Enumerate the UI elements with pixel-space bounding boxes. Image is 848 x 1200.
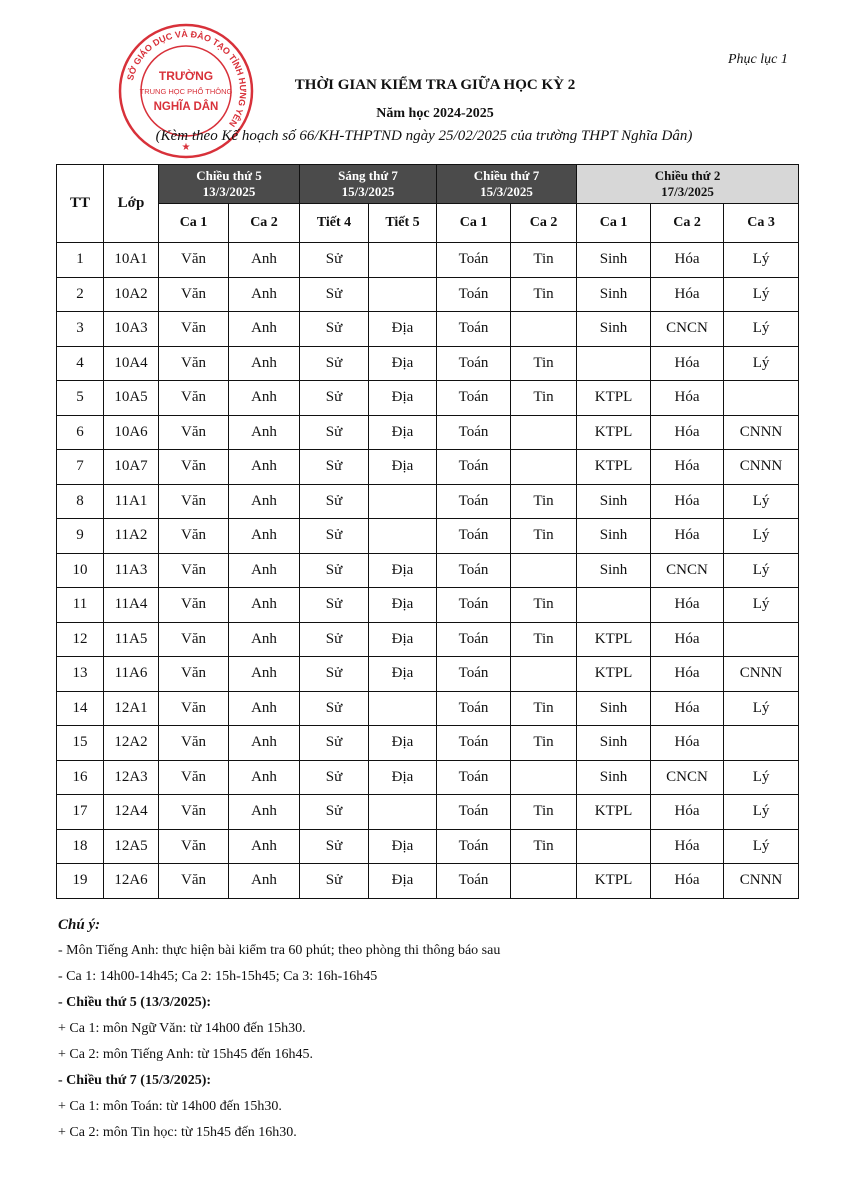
table-cell: Văn [159,346,229,381]
note-line: - Chiều thứ 7 (15/3/2025): [58,1073,212,1088]
table-cell: Sinh [577,519,651,554]
table-cell: Văn [159,381,229,416]
table-cell: Sử [300,829,369,864]
table-cell: Anh [229,864,300,899]
table-cell: 18 [57,829,104,864]
table-cell: Anh [229,553,300,588]
table-cell: Hóa [651,726,724,761]
subheader: Ca 2 [229,204,300,243]
table-cell [724,381,799,416]
table-cell: 11A4 [104,588,159,623]
table-cell: CNCN [651,312,724,347]
table-cell: 17 [57,795,104,830]
table-cell: Toán [437,312,511,347]
table-cell: 9 [57,519,104,554]
table-cell: Anh [229,381,300,416]
table-row [57,657,799,692]
table-cell: Lý [724,795,799,830]
table-cell: Toán [437,346,511,381]
subheader: Ca 1 [437,204,511,243]
table-cell: 10A3 [104,312,159,347]
table-cell: Anh [229,760,300,795]
table-row [57,381,799,416]
school-year: Năm học 2024-2025 [376,106,494,121]
table-cell: Anh [229,829,300,864]
table-cell: Hóa [651,795,724,830]
table-row [57,622,799,657]
table-cell: 1 [57,243,104,278]
table-cell: 10A1 [104,243,159,278]
table-cell: 5 [57,381,104,416]
table-row [57,277,799,312]
table-cell: Hóa [651,519,724,554]
notes-section [58,912,818,1146]
table-cell [577,588,651,623]
table-cell: Toán [437,691,511,726]
table-cell: 11 [57,588,104,623]
table-cell: Anh [229,622,300,657]
table-cell: Anh [229,346,300,381]
table-cell: Văn [159,829,229,864]
table-cell: CNNN [724,450,799,485]
table-cell: Tin [511,519,577,554]
table-cell: Toán [437,484,511,519]
document-basis: (Kèm theo Kế hoạch số 66/KH-THPTND ngày 25/02/2025 của trường THPT Nghĩa Dân) [155,128,693,144]
table-cell: 11A3 [104,553,159,588]
table-row [57,346,799,381]
table-cell: Anh [229,588,300,623]
table-cell: Anh [229,691,300,726]
document-title: THỜI GIAN KIỂM TRA GIỮA HỌC KỲ 2 [294,77,576,93]
table-cell: 12A1 [104,691,159,726]
table-cell [369,691,437,726]
table-cell: Sử [300,553,369,588]
table-row [57,795,799,830]
note-line: + Ca 2: môn Tiếng Anh: từ 15h45 đến 16h45. [58,1047,314,1062]
note-line: - Chiều thứ 5 (13/3/2025): [58,995,212,1010]
table-cell: Sử [300,277,369,312]
table-cell: Địa [369,415,437,450]
table-cell: Anh [229,312,300,347]
table-cell: Sử [300,415,369,450]
table-cell: Sử [300,588,369,623]
table-cell: 12A6 [104,864,159,899]
table-cell [724,622,799,657]
table-cell [511,415,577,450]
table-cell: CNCN [651,760,724,795]
table-cell: Địa [369,553,437,588]
table-cell: 12A4 [104,795,159,830]
table-cell: Sử [300,622,369,657]
table-cell: Địa [369,760,437,795]
header-group-thu5: Chiều thứ 5 13/3/2025 [159,165,300,204]
table-cell: Sử [300,519,369,554]
table-cell: Tin [511,726,577,761]
table-cell: Toán [437,415,511,450]
table-cell: Anh [229,450,300,485]
table-cell: Lý [724,519,799,554]
table-cell: Sinh [577,484,651,519]
subheader: Ca 1 [159,204,229,243]
table-cell: Toán [437,450,511,485]
table-cell: KTPL [577,450,651,485]
table-cell: Địa [369,657,437,692]
table-cell: 11A6 [104,657,159,692]
table-row [57,519,799,554]
table-cell: KTPL [577,795,651,830]
table-cell: Lý [724,346,799,381]
header-group-chieu-thu7: Chiều thứ 7 15/3/2025 [437,165,577,204]
notes-heading: Chú ý: [58,917,101,933]
table-cell: 6 [57,415,104,450]
table-cell: Toán [437,553,511,588]
table-cell: Hóa [651,829,724,864]
table-cell: Hóa [651,277,724,312]
table-cell: Sinh [577,691,651,726]
schedule-body [57,243,799,899]
table-cell: Sử [300,243,369,278]
table-row [57,415,799,450]
table-cell: Toán [437,622,511,657]
table-cell: Sinh [577,277,651,312]
table-cell: Địa [369,829,437,864]
table-cell: Sinh [577,726,651,761]
table-cell: Sử [300,691,369,726]
table-cell: Sử [300,450,369,485]
table-cell: Sinh [577,760,651,795]
table-cell: Văn [159,484,229,519]
table-cell: Lý [724,484,799,519]
table-row [57,553,799,588]
table-cell [511,657,577,692]
table-row [57,691,799,726]
table-cell: Hóa [651,346,724,381]
table-cell: Hóa [651,243,724,278]
table-cell: Lý [724,760,799,795]
table-cell: 12A5 [104,829,159,864]
table-cell [369,243,437,278]
table-cell: 10A4 [104,346,159,381]
note-line: + Ca 1: môn Toán: từ 14h00 đến 15h30. [58,1099,282,1114]
table-cell [511,553,577,588]
table-cell [369,795,437,830]
table-cell: KTPL [577,657,651,692]
table-cell: CNNN [724,657,799,692]
table-cell [369,277,437,312]
table-cell: Văn [159,795,229,830]
table-cell: Địa [369,726,437,761]
table-cell: Địa [369,450,437,485]
table-cell: Văn [159,553,229,588]
table-cell: CNNN [724,864,799,899]
table-cell: Toán [437,519,511,554]
table-cell: Hóa [651,450,724,485]
table-cell: Địa [369,588,437,623]
table-cell: Văn [159,726,229,761]
table-cell: Anh [229,726,300,761]
table-cell: Anh [229,243,300,278]
table-cell: Sinh [577,553,651,588]
table-cell: Tin [511,588,577,623]
table-cell: Hóa [651,622,724,657]
table-cell: Lý [724,588,799,623]
table-cell [511,312,577,347]
table-cell [511,450,577,485]
subheader: Ca 1 [577,204,651,243]
table-cell: Hóa [651,691,724,726]
seal-ring-text: SỞ GIÁO DỤC VÀ ĐÀO TẠO TỈNH HƯNG YÊN [125,28,249,129]
table-cell: Lý [724,312,799,347]
table-cell: KTPL [577,864,651,899]
header-tt: TT [57,165,104,243]
table-cell: KTPL [577,415,651,450]
table-cell: Toán [437,277,511,312]
table-cell: Tin [511,381,577,416]
table-cell: 19 [57,864,104,899]
seal-line-1: TRƯỜNG [158,69,214,83]
exam-schedule-table [56,164,799,899]
table-cell: Tin [511,346,577,381]
table-cell: Văn [159,243,229,278]
table-cell: Hóa [651,588,724,623]
table-cell [369,519,437,554]
table-cell: Lý [724,829,799,864]
notes-lines [58,938,818,1146]
table-cell: Tin [511,691,577,726]
table-row [57,243,799,278]
table-cell: Hóa [651,657,724,692]
table-cell: CNNN [724,415,799,450]
table-cell: Sử [300,346,369,381]
note-line: - Ca 1: 14h00-14h45; Ca 2: 15h-15h45; Ca 3: 16h-16h45 [58,969,378,984]
table-cell [577,829,651,864]
table-cell: Anh [229,657,300,692]
table-cell: Hóa [651,381,724,416]
table-cell: Toán [437,760,511,795]
table-cell: 8 [57,484,104,519]
table-cell: Văn [159,277,229,312]
table-cell: Anh [229,795,300,830]
table-row [57,484,799,519]
header-group-thu2: Chiều thứ 2 17/3/2025 [577,165,799,204]
table-cell: Sử [300,381,369,416]
table-cell: Anh [229,415,300,450]
table-cell: 4 [57,346,104,381]
subheader: Ca 3 [724,204,799,243]
table-cell: Tin [511,622,577,657]
table-cell: Văn [159,622,229,657]
table-cell: Toán [437,588,511,623]
table-cell: 11A5 [104,622,159,657]
table-cell: Toán [437,726,511,761]
table-cell: 16 [57,760,104,795]
table-cell: Hóa [651,484,724,519]
table-cell: Sinh [577,243,651,278]
table-cell: Lý [724,243,799,278]
table-cell: Anh [229,484,300,519]
seal-star-icon: ★ [181,142,191,153]
header-group-sang-thu7: Sáng thứ 7 15/3/2025 [300,165,437,204]
table-cell: Anh [229,519,300,554]
table-cell: Tin [511,243,577,278]
table-cell: Văn [159,519,229,554]
table-cell: Sinh [577,312,651,347]
table-cell: Văn [159,415,229,450]
table-row [57,450,799,485]
table-cell [577,346,651,381]
table-cell: Địa [369,381,437,416]
table-cell: Toán [437,795,511,830]
table-cell: Văn [159,450,229,485]
table-cell: Tin [511,484,577,519]
table-cell [369,484,437,519]
table-cell: Toán [437,381,511,416]
table-cell: 2 [57,277,104,312]
table-cell: Sử [300,864,369,899]
seal-line-2: TRUNG HỌC PHỔ THÔNG [139,87,233,96]
table-cell: 14 [57,691,104,726]
table-cell: Lý [724,553,799,588]
table-cell: 15 [57,726,104,761]
table-cell: CNCN [651,553,724,588]
table-cell: Văn [159,312,229,347]
table-cell: Sử [300,312,369,347]
subheader: Ca 2 [651,204,724,243]
table-cell: Hóa [651,864,724,899]
table-cell: 12 [57,622,104,657]
table-cell: Sử [300,657,369,692]
table-cell: Địa [369,622,437,657]
table-cell: Toán [437,864,511,899]
table-cell: Địa [369,864,437,899]
table-row [57,864,799,899]
seal-line-3: NGHĨA DÂN [153,101,219,113]
table-row [57,829,799,864]
table-cell: Tin [511,277,577,312]
table-row [57,312,799,347]
table-cell: Tin [511,829,577,864]
header-class: Lớp [104,165,159,243]
table-cell: Anh [229,277,300,312]
table-cell: Văn [159,760,229,795]
table-cell: 11A2 [104,519,159,554]
table-cell: 13 [57,657,104,692]
table-cell: Địa [369,346,437,381]
table-cell: Toán [437,243,511,278]
table-cell: Toán [437,657,511,692]
table-row [57,760,799,795]
table-cell: Tin [511,795,577,830]
table-cell: 11A1 [104,484,159,519]
table-cell: Lý [724,277,799,312]
table-row [57,588,799,623]
table-cell: 3 [57,312,104,347]
table-cell: 10A5 [104,381,159,416]
table-cell: 10A2 [104,277,159,312]
table-cell [511,864,577,899]
table-cell: Hóa [651,415,724,450]
table-cell [724,726,799,761]
note-line: + Ca 2: môn Tin học: từ 15h45 đến 16h30. [58,1125,297,1140]
subheader: Tiết 5 [369,204,437,243]
appendix-label: Phục lục 1 [728,52,788,67]
table-cell: Địa [369,312,437,347]
table-cell: 7 [57,450,104,485]
table-cell: KTPL [577,622,651,657]
table-cell: 12A2 [104,726,159,761]
table-cell: Văn [159,657,229,692]
table-cell: Sử [300,484,369,519]
table-cell: 10 [57,553,104,588]
note-line: - Môn Tiếng Anh: thực hiện bài kiểm tra 60 phút; theo phòng thi thông báo sau [58,943,501,958]
table-cell: Văn [159,588,229,623]
table-cell: 10A6 [104,415,159,450]
table-cell: Văn [159,691,229,726]
table-cell: Sử [300,795,369,830]
table-cell: 10A7 [104,450,159,485]
table-cell: Toán [437,829,511,864]
subheader: Tiết 4 [300,204,369,243]
table-cell [511,760,577,795]
table-cell: Văn [159,864,229,899]
table-row [57,726,799,761]
table-cell: Sử [300,726,369,761]
note-line: + Ca 1: môn Ngữ Văn: từ 14h00 đến 15h30. [58,1021,306,1036]
table-cell: Lý [724,691,799,726]
table-cell: 12A3 [104,760,159,795]
subheader: Ca 2 [511,204,577,243]
table-cell: Sử [300,760,369,795]
table-cell: KTPL [577,381,651,416]
